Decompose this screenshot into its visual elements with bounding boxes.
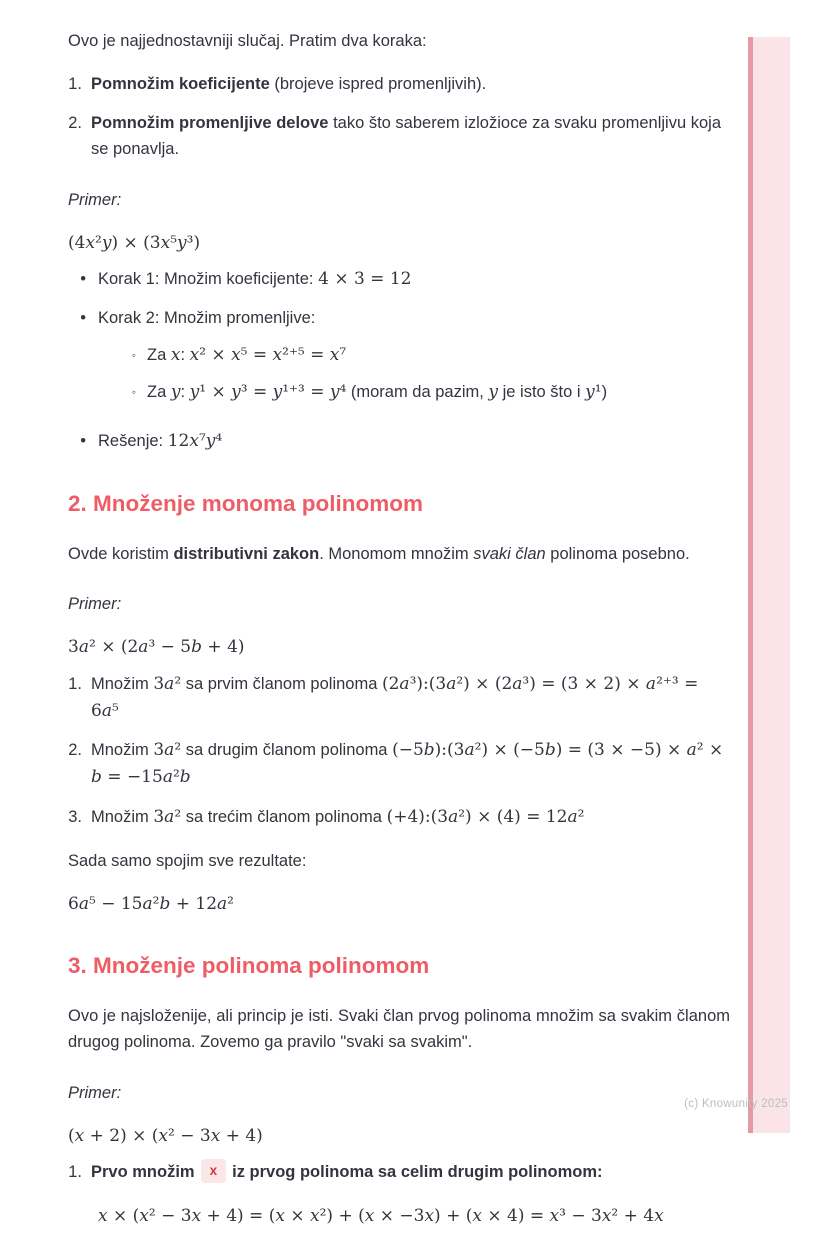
- inline-math: y¹ × y³ = y¹⁺³ = y⁴: [189, 382, 347, 403]
- text-segment: je isto što i: [498, 383, 586, 402]
- inline-math: 3a²: [153, 806, 182, 827]
- inline-math: y: [170, 382, 181, 403]
- text-segment: iz prvog polinoma sa celim drugim polinomom:: [232, 1163, 603, 1182]
- list-marker: 1.: [68, 674, 82, 693]
- inline-math: y: [488, 382, 499, 403]
- text-segment: Rešenje:: [98, 432, 168, 451]
- block-math: [68, 891, 730, 917]
- text-segment: Korak 2: Množim promenljive:: [98, 309, 316, 328]
- bullet-list: [68, 266, 730, 455]
- text-segment: svaki član: [473, 544, 546, 563]
- list-marker: •: [80, 309, 86, 328]
- list-item-text: [147, 342, 730, 369]
- list-item-text: [91, 71, 730, 97]
- list-item-text: [98, 305, 730, 416]
- list-item-text: [98, 266, 730, 293]
- section-heading: [68, 951, 730, 980]
- list-item: [68, 428, 730, 455]
- list-item: [68, 71, 730, 97]
- list-item: [68, 737, 730, 791]
- text-segment: Sada samo spojim sve rezultate:: [68, 851, 307, 870]
- list-marker: 2.: [68, 741, 82, 760]
- inline-math: (+4):(3a²) × (4) = 12a²: [386, 806, 585, 827]
- list-item-text: [98, 428, 730, 455]
- paragraph: [68, 28, 730, 54]
- inline-math: 3a²: [153, 673, 182, 694]
- ordered-list: [68, 1159, 730, 1185]
- list-marker: 1.: [68, 75, 82, 94]
- list-item-text: [91, 1159, 730, 1185]
- list-item: [68, 1159, 730, 1185]
- pink-highlight-bar: [748, 37, 790, 1133]
- inline-math: x: [170, 344, 181, 365]
- block-math: [68, 634, 730, 660]
- list-item: [68, 671, 730, 725]
- paragraph: [68, 1003, 730, 1056]
- text-segment: Za: [147, 345, 171, 364]
- inline-math: 4 × 3 = 12: [318, 269, 412, 290]
- text-segment: Primer:: [68, 190, 122, 209]
- text-segment: ): [601, 383, 608, 402]
- inline-math: 3a² × (2a³ − 5b + 4): [68, 637, 245, 658]
- list-marker: •: [80, 432, 86, 451]
- text-segment: Korak 1: Množim koeficijente:: [98, 270, 319, 289]
- text-segment: (moram da pazim,: [346, 383, 489, 402]
- document-content: [68, 28, 730, 1239]
- block-math: [68, 230, 730, 256]
- text-segment: :: [180, 345, 190, 364]
- list-item-text: [147, 379, 730, 406]
- section-heading: [68, 489, 730, 518]
- inline-math: 12x⁷y⁴: [167, 431, 223, 452]
- list-item-text: [91, 804, 730, 831]
- list-marker: •: [80, 270, 86, 289]
- text-segment: sa drugim članom polinoma: [181, 741, 393, 760]
- inline-code: x: [201, 1159, 227, 1183]
- list-marker: 3.: [68, 807, 82, 826]
- text-segment: polinoma posebno.: [545, 544, 690, 563]
- list-item-text: [91, 671, 730, 725]
- ordered-list: [68, 71, 730, 162]
- list-item: [68, 110, 730, 163]
- paragraph: [68, 591, 730, 617]
- inline-math: (2a³):(3a²) × (2a³) = (3 × 2) × a²⁺³ = 6a⁵: [91, 673, 699, 721]
- text-segment: (brojeve ispred promenljivih).: [269, 75, 487, 94]
- text-segment: Ovde koristim: [68, 544, 174, 563]
- text-segment: Ovo je najjednostavniji slučaj. Pratim dva koraka:: [68, 32, 427, 50]
- paragraph: [68, 541, 730, 567]
- list-marker: 1.: [68, 1163, 82, 1182]
- ordered-list: [68, 671, 730, 831]
- block-math: [68, 1123, 730, 1149]
- list-marker: ◦: [131, 347, 136, 362]
- list-marker: ◦: [131, 385, 136, 400]
- text-segment: Primer:: [68, 595, 122, 614]
- inline-math: x × (x² − 3x + 4) = (x × x²) + (x × −3x) + (x × 4) = x³ − 3x² + 4x: [98, 1205, 664, 1226]
- inline-math: y¹: [585, 382, 602, 403]
- list-item: [126, 379, 730, 406]
- text-segment: Ovo je najsloženije, ali princip je isti. Svaki član prvog polinoma množim sa svakim članom drugog polinoma. Zovemo ga pravilo "svaki sa svakim".: [68, 1006, 730, 1052]
- text-segment: Množim: [91, 741, 154, 760]
- text-segment: Primer:: [68, 1083, 122, 1102]
- inline-math: 6a⁵ − 15a²b + 12a²: [68, 894, 234, 915]
- text-segment: . Monomom množim: [319, 544, 474, 563]
- inline-math: (−5b):(3a²) × (−5b) = (3 × −5) × a² × b = −15a²b: [91, 740, 724, 788]
- paragraph: [68, 848, 730, 874]
- list-item: [126, 342, 730, 369]
- inline-math: 3a²: [153, 740, 182, 761]
- text-segment: distributivni zakon: [173, 544, 320, 563]
- inline-math: x² × x⁵ = x²⁺⁵ = x⁷: [189, 344, 347, 365]
- inline-math: (x + 2) × (x² − 3x + 4): [68, 1125, 263, 1146]
- text-segment: Množim: [91, 807, 154, 826]
- paragraph: [68, 187, 730, 213]
- watermark: (c) Knowunity 2025: [684, 1098, 788, 1110]
- list-item: [68, 266, 730, 293]
- list-item-text: [91, 110, 730, 163]
- text-segment: sa prvim članom polinoma: [181, 674, 382, 693]
- paragraph: [68, 1080, 730, 1106]
- block-math: [98, 1203, 730, 1229]
- text-segment: :: [180, 383, 190, 402]
- text-segment: Množim: [91, 674, 154, 693]
- text-segment: 3. Množenje polinoma polinomom: [68, 953, 430, 979]
- text-segment: tako što saberem izložioce za svaku promenljivu koja se ponavlja.: [91, 113, 721, 159]
- text-segment: Pomnožim promenljive delove: [91, 113, 329, 132]
- list-marker: 2.: [68, 113, 82, 132]
- sub-list: [126, 342, 730, 406]
- list-item: [68, 305, 730, 416]
- text-segment: Za: [147, 383, 171, 402]
- text-segment: sa trećim članom polinoma: [181, 807, 387, 826]
- text-segment: Prvo množim: [91, 1163, 195, 1182]
- text-segment: Pomnožim koeficijente: [91, 75, 270, 94]
- list-item: [68, 804, 730, 831]
- inline-math: (4x²y) × (3x⁵y³): [68, 232, 201, 253]
- list-item-text: [91, 737, 730, 791]
- text-segment: 2. Množenje monoma polinomom: [68, 491, 424, 517]
